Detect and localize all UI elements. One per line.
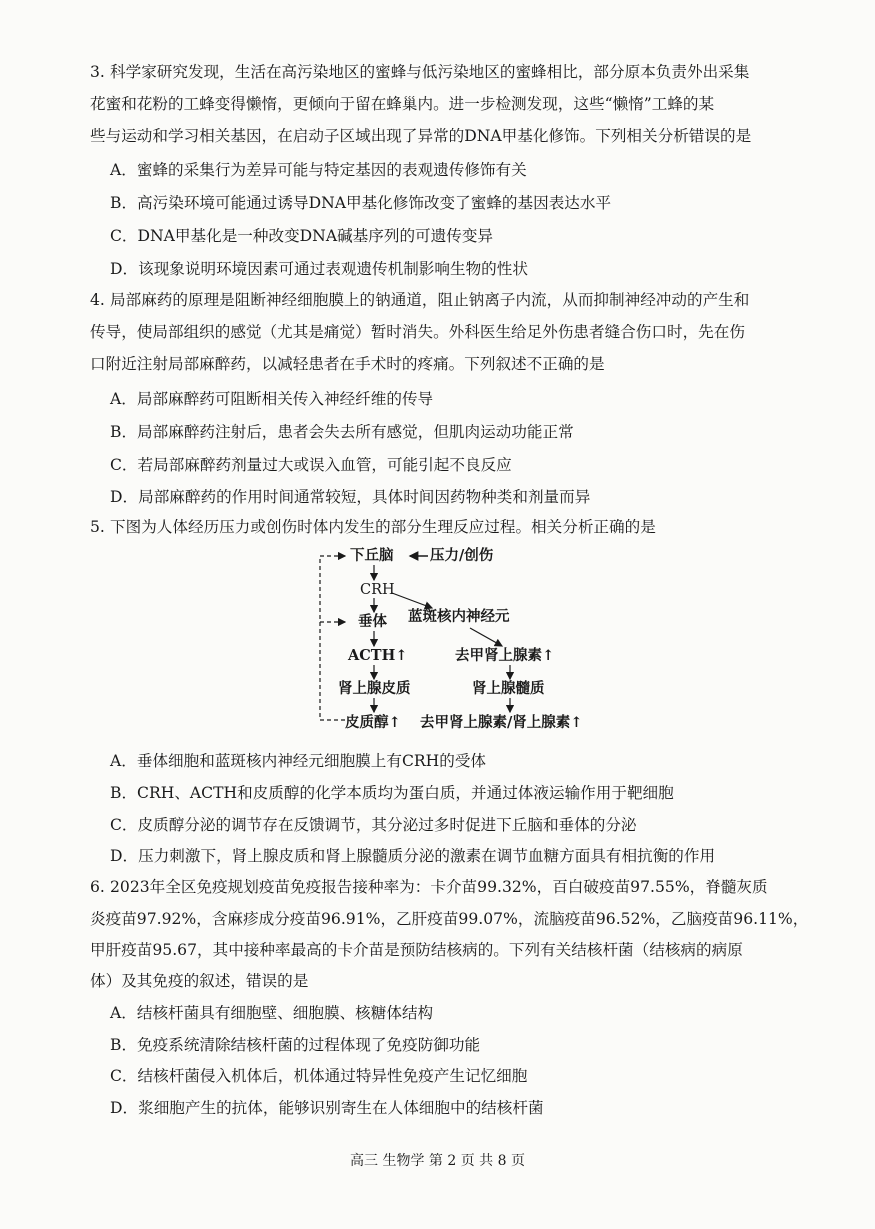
question-text: 体）及其免疫的叙述，错误的是 — [90, 972, 309, 990]
option-b: B．局部麻醉药注射后，患者会失去所有感觉，但肌肉运动功能正常 — [110, 423, 574, 441]
node-epinephrine — [420, 714, 582, 732]
node-adrenal-medulla: 肾上腺髓质 — [472, 680, 545, 697]
acth-label: ACTH — [348, 647, 396, 664]
question-text: 花蜜和花粉的工蜂变得懒惰，更倾向于留在蜂巢内。进一步检测发现，这些“懒惰”工蜂的某 — [90, 95, 715, 113]
question-text: 些与运动和学习相关基因，在启动子区域出现了异常的DNA甲基化修饰。下列相关分析错误的是 — [90, 127, 752, 145]
node-pituitary: 垂体 — [358, 613, 387, 630]
question-text: 传导，使局部组织的感觉（尤其是痛觉）暂时消失。外科医生给足外伤患者缝合伤口时，先在伤 — [90, 323, 745, 341]
option-c: C．皮质醇分泌的调节存在反馈调节，其分泌过多时促进下丘脑和垂体的分泌 — [110, 816, 637, 834]
page-footer: 高三 生物学 第 2 页 共 8 页 — [350, 1153, 525, 1169]
node-norepinephrine — [455, 647, 554, 665]
node-acth — [348, 647, 407, 665]
up-arrow: ↑ — [395, 647, 408, 664]
option-b: B．高污染环境可能通过诱导DNA甲基化修饰改变了蜜蜂的基因表达水平 — [110, 194, 612, 212]
option-b: B．CRH、ACTH和皮质醇的化学本质均为蛋白质，并通过体液运输作用于靶细胞 — [110, 784, 674, 802]
question-text: 局部麻药的原理是阻断神经细胞膜上的钠通道，阻止钠离子内流，从而抑制神经冲动的产生和 — [110, 291, 750, 309]
option-d: D．压力刺激下，肾上腺皮质和肾上腺髓质分泌的激素在调节血糖方面具有相抗衡的作用 — [110, 847, 716, 865]
option-a: A．蜜蜂的采集行为差异可能与特定基因的表观遗传修饰有关 — [110, 161, 527, 179]
option-d: D．浆细胞产生的抗体，能够识别寄生在人体细胞中的结核杆菌 — [110, 1099, 544, 1117]
question-text: 科学家研究发现，生活在高污染地区的蜜蜂与低污染地区的蜜蜂相比，部分原本负责外出采集 — [110, 63, 750, 81]
option-c: C．若局部麻醉药剂量过大或误入血管，可能引起不良反应 — [110, 456, 512, 474]
option-b: B．免疫系统清除结核杆菌的过程体现了免疫防御功能 — [110, 1036, 481, 1054]
stress-response-diagram — [300, 538, 620, 748]
node-locus-coeruleus: 蓝斑核内神经元 — [408, 608, 510, 625]
question-number: 5. — [90, 518, 105, 536]
option-c: C．结核杆菌侵入机体后，机体通过特异性免疫产生记忆细胞 — [110, 1067, 528, 1085]
up-arrow: ↑ — [388, 714, 401, 731]
question-text: 甲肝疫苗95.67，其中接种率最高的卡介苗是预防结核病的。下列有关结核杆菌（结核病的病原 — [90, 941, 743, 959]
option-a: A．垂体细胞和蓝斑核内神经元细胞膜上有CRH的受体 — [110, 752, 487, 770]
node-adrenal-cortex: 肾上腺皮质 — [338, 680, 411, 697]
arrow-locus-norepi — [470, 628, 502, 646]
question-text: 2023年全区免疫规划疫苗免疫报告接种率为：卡介苗99.32%，百白破疫苗97.55%，脊髓灰质 — [110, 878, 768, 896]
node-crh: CRH — [360, 582, 395, 598]
option-c: C．DNA甲基化是一种改变DNA碱基序列的可遗传变异 — [110, 227, 494, 245]
option-a: A．结核杆菌具有细胞壁、细胞膜、核糖体结构 — [110, 1004, 434, 1022]
option-d: D．该现象说明环境因素可通过表观遗传机制影响生物的性状 — [110, 260, 528, 278]
question-text: 下图为人体经历压力或创伤时体内发生的部分生理反应过程。相关分析正确的是 — [110, 518, 656, 536]
node-stress: 压力/创伤 — [430, 547, 494, 564]
question-number: 6. — [90, 878, 105, 896]
option-a: A．局部麻醉药可阻断相关传入神经纤维的传导 — [110, 390, 434, 408]
up-arrow: ↑ — [570, 714, 583, 731]
node-cortisol — [345, 714, 401, 732]
cortisol-label: 皮质醇 — [345, 714, 389, 731]
question-number: 3. — [90, 63, 105, 81]
node-hypothalamus: 下丘脑 — [350, 547, 394, 564]
norepi-label: 去甲肾上腺素 — [455, 647, 542, 664]
question-text: 炎疫苗97.92%，含麻疹成分疫苗96.91%，乙肝疫苗99.07%，流脑疫苗96.52%，乙脑疫苗96.11%， — [90, 910, 809, 928]
question-number: 4. — [90, 291, 105, 309]
epi-label: 去甲肾上腺素/肾上腺素 — [420, 714, 571, 731]
question-text: 口附近注射局部麻醉药，以减轻患者在手术时的疼痛。下列叙述不正确的是 — [90, 355, 605, 373]
option-d: D．局部麻醉药的作用时间通常较短，具体时间因药物种类和剂量而异 — [110, 488, 591, 506]
arrow-crh-locus — [392, 593, 432, 608]
up-arrow: ↑ — [542, 647, 555, 664]
